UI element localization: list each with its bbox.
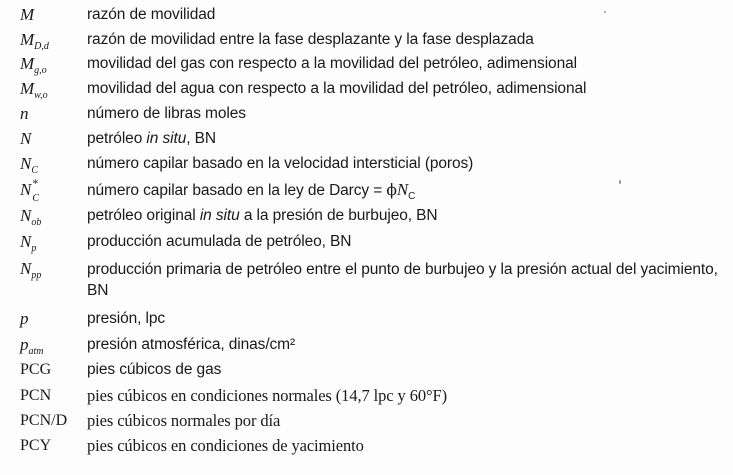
symbol: n bbox=[20, 104, 29, 123]
definition: petróleo original in situ a la presión de burbujeo, BN bbox=[87, 207, 438, 224]
symbol: p bbox=[20, 309, 29, 328]
definition: número capilar basado en la ley de Darcy = $\phi N_C$ bbox=[87, 180, 416, 202]
symbol: $p_{atm}$ bbox=[20, 335, 44, 357]
definition: presión, lpc bbox=[87, 310, 166, 327]
definition: producción acumulada de petróleo, BN bbox=[87, 233, 352, 250]
symbol: $N_{pp}$ bbox=[20, 259, 42, 281]
symbol: $M_{D,d}$ bbox=[20, 30, 49, 52]
definition: producción primaria de petróleo entre el punto de burbujeo y la presión actual del yacimiento, BN bbox=[87, 261, 718, 299]
symbol: PCN/D bbox=[20, 412, 68, 429]
scan-speck bbox=[619, 180, 621, 184]
definition: razón de movilidad bbox=[87, 6, 216, 23]
scan-speck bbox=[604, 11, 606, 13]
symbol: PCN bbox=[20, 387, 52, 404]
definition: pies cúbicos normales por día bbox=[87, 411, 281, 430]
definition: petróleo in situ, BN bbox=[87, 130, 216, 147]
symbol: $M_{w,o}$ bbox=[20, 79, 48, 101]
definition: pies cúbicos en condiciones de yacimiento bbox=[87, 436, 364, 455]
symbol: $N_p$ bbox=[20, 232, 37, 254]
symbol: PCG bbox=[20, 361, 52, 378]
symbol: $N_{ob}$ bbox=[20, 206, 42, 228]
symbol: M bbox=[20, 5, 35, 24]
definition: pies cúbicos de gas bbox=[87, 361, 222, 378]
definition: movilidad del gas con respecto a la movilidad del petróleo, adimensional bbox=[87, 55, 577, 72]
definition: número capilar basado en la velocidad intersticial (poros) bbox=[87, 155, 474, 172]
symbol: PCY bbox=[20, 437, 52, 454]
definition: presión atmosférica, dinas/cm² bbox=[87, 336, 296, 353]
symbol: N * C bbox=[20, 176, 40, 204]
definition: número de libras moles bbox=[87, 105, 246, 122]
symbol: N bbox=[20, 129, 32, 148]
symbol: $M_{g,o}$ bbox=[20, 54, 47, 76]
definition: razón de movilidad entre la fase desplazante y la fase desplazada bbox=[87, 31, 534, 48]
definition: movilidad del agua con respecto a la movilidad del petróleo, adimensional bbox=[87, 80, 587, 97]
definition: pies cúbicos en condiciones normales (14,7 lpc y 60°F) bbox=[87, 386, 447, 405]
symbol: $N_C$ bbox=[20, 154, 39, 176]
